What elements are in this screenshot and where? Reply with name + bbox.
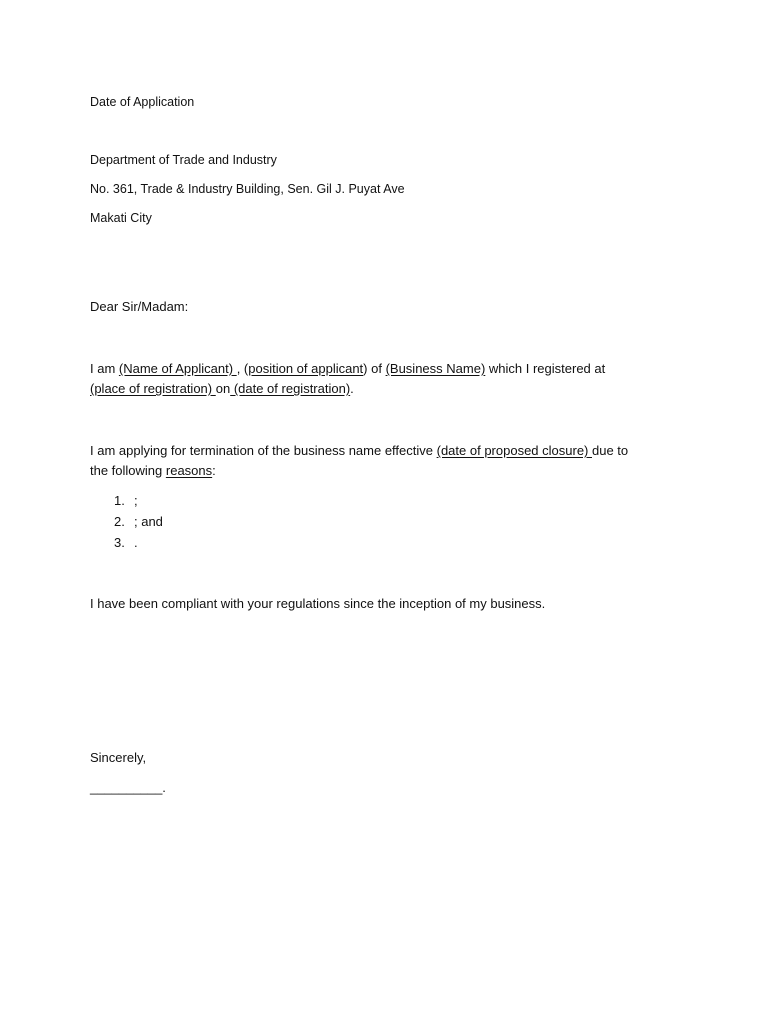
paragraph-1-line-1 (90, 361, 605, 377)
recipient-department: Department of Trade and Industry (90, 153, 277, 167)
place-of-registration-placeholder: (place of registration) (90, 381, 216, 396)
p1-text-i-am: I am (90, 361, 119, 376)
p2-text-colon: : (212, 463, 216, 478)
business-name-placeholder: (Business Name) (385, 361, 486, 376)
p2-text-following: the following (90, 463, 166, 478)
list-item-number: 3. (114, 535, 125, 550)
position-of-applicant-placeholder: position of applicant (248, 361, 364, 376)
list-item (114, 514, 163, 530)
p1-text-period: . (350, 381, 354, 396)
p2-text-applying: I am applying for termination of the business name effective (90, 443, 437, 458)
paragraph-3: I have been compliant with your regulations since the inception of my business. (90, 596, 546, 611)
paragraph-1-line-2 (90, 381, 354, 397)
p1-text-of: ) of (363, 361, 386, 376)
list-item-text: ; (134, 493, 138, 508)
list-item-text: ; and (134, 514, 163, 529)
p2-text-due-to: due to (592, 443, 629, 458)
closing: Sincerely, (90, 750, 147, 765)
list-item-text: . (134, 535, 138, 550)
salutation: Dear Sir/Madam: (90, 299, 189, 314)
p1-text-comma: , ( (236, 361, 249, 376)
list-item-number: 1. (114, 493, 125, 508)
signature-blank: __________. (90, 780, 166, 795)
list-item-number: 2. (114, 514, 125, 529)
date-of-application: Date of Application (90, 95, 195, 109)
list-item (114, 535, 138, 551)
reasons-word: reasons (165, 463, 213, 478)
recipient-address: No. 361, Trade & Industry Building, Sen. Gil J. Puyat Ave (90, 182, 405, 196)
recipient-city: Makati City (90, 211, 152, 225)
p1-text-registered-at: which I registered at (485, 361, 606, 376)
date-of-registration-placeholder: (date of registration) (230, 381, 351, 396)
paragraph-2-line-1 (90, 443, 628, 459)
list-item (114, 493, 138, 509)
p1-text-on: on (215, 381, 231, 396)
date-of-proposed-closure-placeholder: (date of proposed closure) (436, 443, 592, 458)
paragraph-2-line-2 (90, 463, 216, 479)
name-of-applicant-placeholder: (Name of Applicant) (118, 361, 237, 376)
